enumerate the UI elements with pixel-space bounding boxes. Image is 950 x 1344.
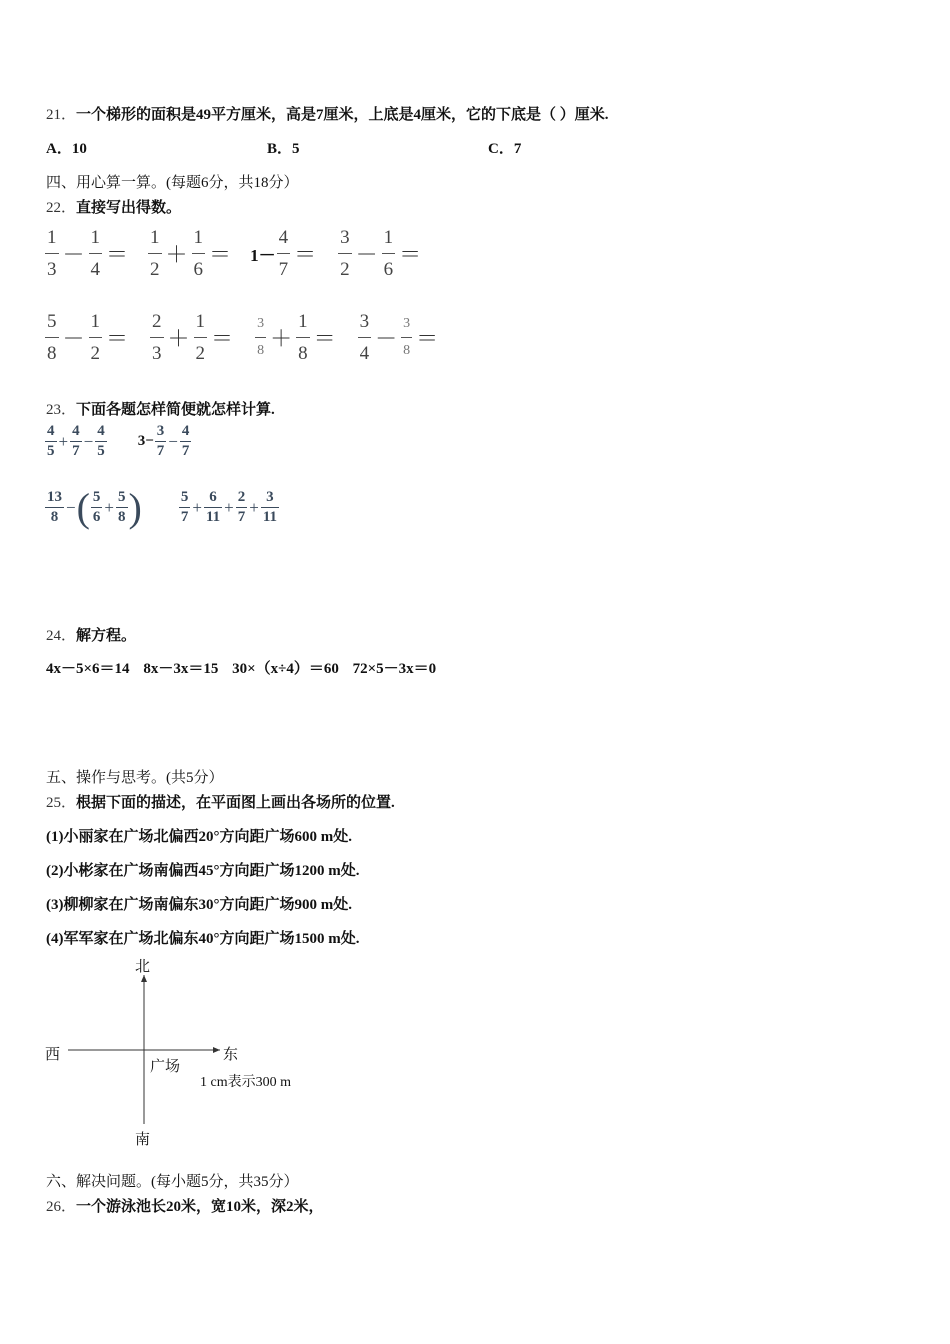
expr-7: $\frac{3}{8}$ ＋ $\frac{1}{8}$ ＝: [257, 311, 336, 364]
east-label: 东: [223, 1047, 239, 1063]
west-label: 西: [45, 1047, 61, 1063]
fraction: $\frac{6}{11}$: [205, 489, 221, 525]
equation-4: 72×5－3x＝0: [352, 661, 437, 677]
option-a: A．10: [46, 141, 87, 157]
fraction: $\frac{13}{8}$: [47, 489, 62, 525]
expr-8: $\frac{3}{4}$ － $\frac{3}{8}$ ＝: [359, 311, 439, 364]
fraction: $\frac{3}{7}$: [156, 423, 165, 459]
q25-item-2: (2)小彬家在广场南偏西45°方向距广场1200 m处.: [46, 863, 360, 879]
section-5-title: 五、操作与思考。(共5分）: [46, 770, 224, 786]
calc-row-2: [44, 484, 280, 531]
fraction: $\frac{4}{7}$: [181, 423, 190, 459]
fraction: $\frac{2}{7}$: [237, 489, 246, 525]
fraction: $\frac{1}{8}$: [298, 311, 308, 364]
north-label: 北: [135, 959, 151, 975]
expr-3: 1－ $\frac{4}{7}$ ＝: [250, 227, 317, 280]
q25-item-3: (3)柳柳家在广场南偏东30°方向距广场900 m处.: [46, 897, 352, 913]
question-21: 21．一个梯形的面积是49平方厘米，高是7厘米，上底是4厘米，它的下底是（ ）厘米.: [46, 107, 609, 123]
fraction: $\frac{1}{2}$: [195, 311, 206, 364]
option-b: B．5: [267, 141, 300, 157]
question-26: 26．一个游泳池长20米，宽10米，深2米，: [46, 1199, 324, 1215]
q25-item-1: (1)小丽家在广场北偏西20°方向距广场600 m处.: [46, 829, 352, 845]
expr-2: $\frac{1}{2}$ ＋ $\frac{1}{6}$ ＝: [150, 227, 232, 280]
equations: [46, 657, 446, 678]
fraction: $\frac{4}{7}$: [72, 423, 80, 459]
calc-expr-3: $\frac{13}{8}$ −( $\frac{5}{6}$ + $\frac{5}{8}$ ): [47, 485, 142, 530]
fraction: $\frac{3}{4}$: [359, 311, 370, 364]
fraction: $\frac{5}{8}$: [47, 311, 57, 364]
fraction: $\frac{1}{6}$: [193, 227, 204, 280]
fraction: $\frac{2}{3}$: [152, 311, 162, 364]
fraction: $\frac{4}{5}$: [97, 423, 105, 459]
scale-label: 1 cm表示300 m: [200, 1075, 291, 1090]
calc-expr-4: $\frac{5}{7}$ + $\frac{6}{11}$ + $\frac{2}{7}$ + $\frac{3}{11}$: [180, 489, 277, 525]
calc-expr-2: 3− $\frac{3}{7}$ − $\frac{4}{7}$: [137, 423, 190, 459]
fraction: $\frac{1}{6}$: [383, 227, 394, 280]
question-21-text: 一个梯形的面积是49平方厘米，高是7厘米，上底是4厘米，它的下底是（ ）厘米.: [76, 107, 609, 123]
fraction: $\frac{4}{7}$: [278, 227, 289, 280]
plaza-label: 广场: [150, 1059, 181, 1075]
fraction: $\frac{3}{8}$: [257, 316, 265, 358]
fraction: $\frac{5}{7}$: [180, 489, 189, 525]
fraction: $\frac{3}{11}$: [262, 489, 277, 525]
question-22: 22．直接写出得数。: [46, 200, 182, 216]
mental-math-row-1: [44, 228, 424, 279]
expr-5: $\frac{5}{8}$ － $\frac{1}{2}$ ＝: [47, 311, 129, 364]
mental-math-row-2: [44, 312, 441, 363]
fraction: $\frac{5}{8}$: [118, 489, 126, 525]
expr-6: $\frac{2}{3}$ ＋ $\frac{1}{2}$ ＝: [152, 311, 234, 364]
section-4-title: 四、用心算一算。(每题6分，共18分）: [46, 175, 299, 191]
south-label: 南: [135, 1132, 151, 1148]
expr-1: $\frac{1}{3}$ － $\frac{1}{4}$ ＝: [47, 227, 129, 280]
calc-expr-1: $\frac{4}{5}$ + $\frac{4}{7}$ − $\frac{4}{5}$: [47, 423, 105, 459]
fraction: $\frac{4}{5}$: [47, 423, 55, 459]
question-23: 23．下面各题怎样简便就怎样计算.: [46, 402, 275, 418]
fraction: $\frac{1}{3}$: [47, 227, 57, 280]
fraction: $\frac{3}{8}$: [403, 316, 411, 358]
equation-1: 4x－5×6＝14: [46, 661, 130, 677]
fraction: $\frac{1}{2}$: [90, 311, 101, 364]
equation-2: 8x－3x＝15: [143, 661, 219, 677]
q25-item-4: (4)军军家在广场北偏东40°方向距广场1500 m处.: [46, 931, 360, 947]
equation-3: 30×（x÷4）＝60: [232, 661, 339, 677]
question-25: 25．根据下面的描述，在平面图上画出各场所的位置.: [46, 795, 395, 811]
section-6-title: 六、解决问题。(每小题5分，共35分）: [46, 1174, 299, 1190]
question-24: 24．解方程。: [46, 628, 137, 644]
fraction: $\frac{1}{2}$: [150, 227, 160, 280]
expr-4: $\frac{3}{2}$ － $\frac{1}{6}$ ＝: [340, 227, 422, 280]
fraction: $\frac{3}{2}$: [340, 227, 350, 280]
option-c: C．7: [488, 141, 522, 157]
fraction: $\frac{5}{6}$: [92, 489, 101, 525]
fraction: $\frac{1}{4}$: [90, 227, 101, 280]
calc-row-1: [44, 424, 192, 459]
